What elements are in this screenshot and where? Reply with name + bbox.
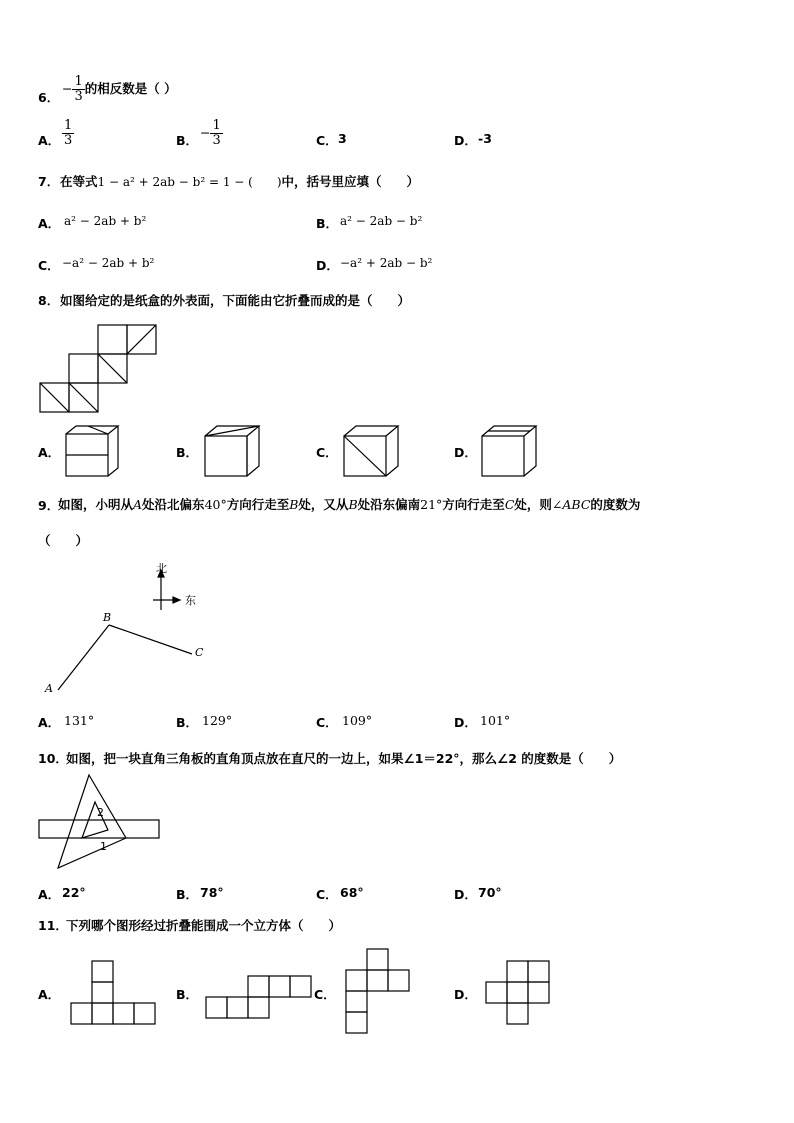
q9-option-a-label: A． <box>38 715 61 730</box>
q8-box-net-figure <box>38 323 158 413</box>
q6-fraction: $\frac{1}{3}$ <box>74 74 83 104</box>
q9-point-b: B <box>103 611 112 624</box>
q7-option-a-label: A． <box>38 216 61 231</box>
q10-triangle-ruler-figure <box>38 772 163 872</box>
q6-option-b-value: − $\frac{1}{3}$ <box>200 118 221 148</box>
q9-option-d-label: D． <box>454 715 477 730</box>
q8-option-b-label: B． <box>176 445 199 460</box>
q10-number: 10． <box>38 751 68 766</box>
q8-option-d-label: D． <box>454 445 477 460</box>
q9-direction-figure <box>40 560 220 695</box>
q8-option-b-cube[interactable] <box>203 424 261 478</box>
q9-option-a-value: 131° <box>64 713 95 728</box>
q11-option-b-label: B． <box>176 987 199 1002</box>
q6-option-b-label: B． <box>176 133 199 148</box>
q10-angle-1-label: 1 <box>100 840 107 853</box>
q6-option-a-value: $\frac{1}{3}$ <box>64 118 73 148</box>
q8-option-a-label: A． <box>38 445 61 460</box>
q8-option-a-cube[interactable] <box>64 424 120 478</box>
q9-option-b-value: 129° <box>202 713 233 728</box>
q9-stem-continued: （ ） <box>38 533 89 548</box>
q6-option-c-label: C． <box>316 133 338 148</box>
q7-equation: 1 − a² + 2ab − b² = 1 − ( ) <box>97 175 282 189</box>
q11-number: 11． <box>38 918 68 933</box>
q10-angle-2-label: 2 <box>97 806 104 819</box>
q10-option-d-value: 70° <box>478 885 502 900</box>
q10-option-a-value: 22° <box>62 885 86 900</box>
q7-option-c-label: C． <box>38 258 60 273</box>
q6-number: 6． <box>38 90 60 105</box>
q7-option-c-value: −a² − 2ab + b² <box>62 256 155 270</box>
q9-point-a: A <box>45 682 53 695</box>
q11-option-a-label: A． <box>38 987 61 1002</box>
q6-stem-text: 的相反数是（ ） <box>84 81 177 96</box>
q7-option-b-value: a² − 2ab − b² <box>340 214 423 228</box>
q11-option-d-label: D． <box>454 987 477 1002</box>
q10-option-c-label: C． <box>316 887 338 902</box>
q7-option-a-value: a² − 2ab + b² <box>64 214 147 228</box>
q6-option-a-label: A． <box>38 133 61 148</box>
q11-option-b-net[interactable] <box>205 975 313 1021</box>
q9-option-c-label: C． <box>316 715 338 730</box>
q6-option-d-label: D． <box>454 133 477 148</box>
q10-option-d-label: D． <box>454 887 477 902</box>
q8-number: 8． <box>38 293 60 308</box>
q10-option-b-label: B． <box>176 887 199 902</box>
q6-option-c-value: 3 <box>338 131 347 146</box>
q9-option-c-value: 109° <box>342 713 373 728</box>
q10-option-b-value: 78° <box>200 885 224 900</box>
q6-minus: − <box>62 81 73 96</box>
q8-option-c-label: C． <box>316 445 338 460</box>
q9-north-label: 北 <box>156 562 167 575</box>
q11-option-c-net[interactable] <box>345 948 411 1034</box>
q9-east-label: 东 <box>185 594 196 607</box>
q7-option-b-label: B． <box>316 216 339 231</box>
q11-option-c-label: C． <box>314 987 336 1002</box>
q8-option-c-cube[interactable] <box>342 424 400 478</box>
q9-stem: 如图，小明从A处沿北偏东40°方向行走至B处，又从B处沿东偏南21°方向行走至C处，则∠ABC的度数为 <box>58 497 641 512</box>
q9-option-d-value: 101° <box>480 713 511 728</box>
q7-option-d-label: D． <box>316 258 339 273</box>
q11-stem: 下列哪个图形经过折叠能围成一个立方体（ ） <box>66 918 342 933</box>
q7-option-d-value: −a² + 2ab − b² <box>340 256 433 270</box>
q9-option-b-label: B． <box>176 715 199 730</box>
q11-option-d-net[interactable] <box>485 960 551 1026</box>
q10-option-c-value: 68° <box>340 885 364 900</box>
q6-stem <box>62 75 177 104</box>
q7-number: 7． <box>38 174 60 189</box>
q10-option-a-label: A． <box>38 887 61 902</box>
q6-option-d-value: -3 <box>478 131 492 146</box>
q7-stem: 在等式1 − a² + 2ab − b² = 1 − ( )中，括号里应填（ ） <box>60 174 420 189</box>
q8-stem: 如图给定的是纸盒的外表面，下面能由它折叠而成的是（ ） <box>60 293 411 308</box>
q11-option-a-net[interactable] <box>70 960 158 1026</box>
q9-point-c: C <box>195 646 204 659</box>
q8-option-d-cube[interactable] <box>480 424 538 478</box>
q10-stem: 如图，把一块直角三角板的直角顶点放在直尺的一边上，如果∠1＝22°，那么∠2 的度数是（ ） <box>66 751 622 766</box>
q9-number: 9． <box>38 498 60 513</box>
